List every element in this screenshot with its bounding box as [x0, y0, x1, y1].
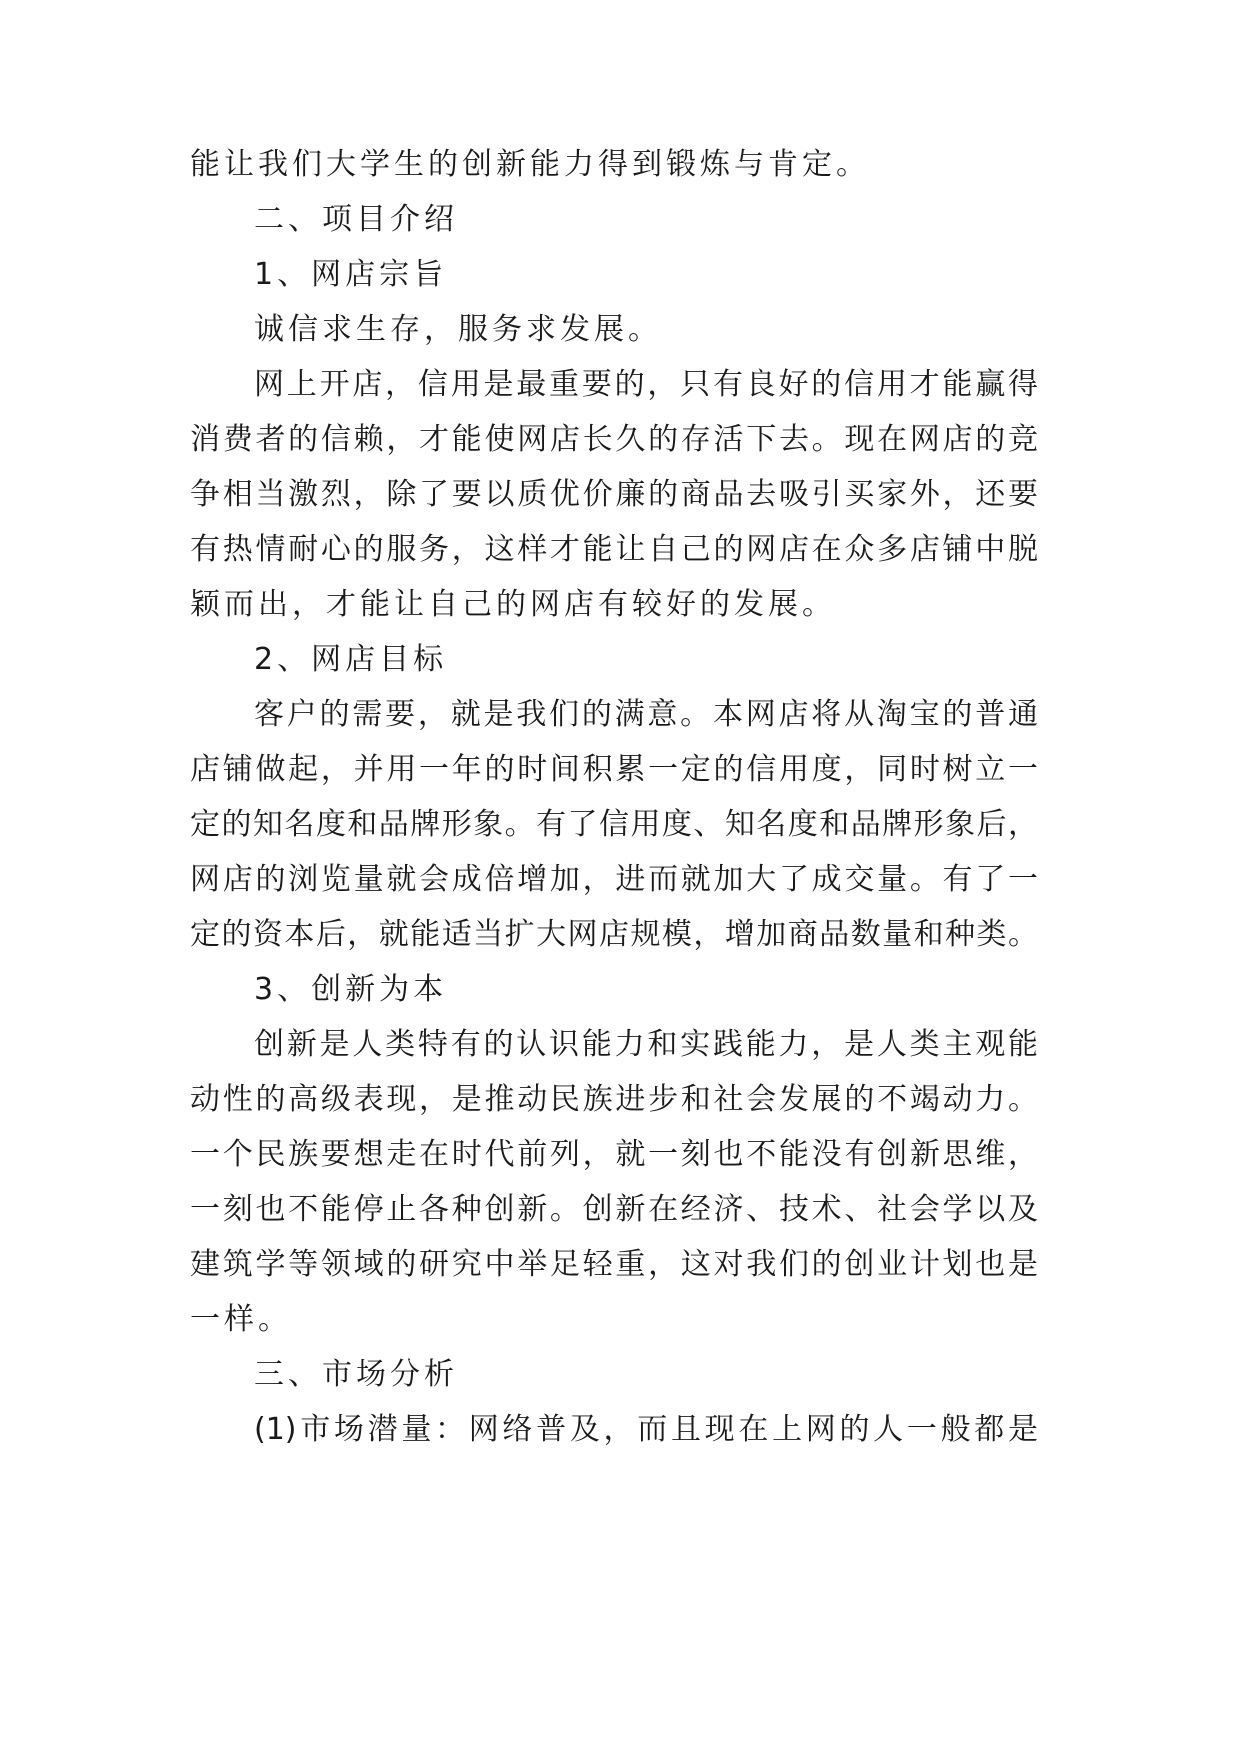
section-heading: 三、市场分析 [254, 1357, 458, 1392]
text-line: 颖而出，才能让自己的网店有较好的发展。 [190, 587, 836, 622]
text-line: 一刻也不能停止各种创新。创新在经济、技术、社会学以及 [190, 1192, 1038, 1227]
text-line: 客户的需要，就是我们的满意。本网店将从淘宝的普通 [254, 697, 1038, 732]
subsection-heading: 3、创新为本 [254, 972, 448, 1007]
text-line: 定的知名度和品牌形象。有了信用度、知名度和品牌形象后， [190, 807, 1038, 842]
text-line: 诚信求生存，服务求发展。 [254, 312, 662, 347]
text-line: (1)市场潜量：网络普及，而且现在上网的人一般都是 [254, 1412, 1038, 1447]
text-line: 网上开店，信用是最重要的，只有良好的信用才能赢得 [254, 367, 1038, 402]
text-line: 消费者的信赖，才能使网店长久的存活下去。现在网店的竞 [190, 422, 1038, 457]
text-line: 店铺做起，并用一年的时间积累一定的信用度，同时树立一 [190, 752, 1038, 787]
section-heading: 二、项目介绍 [254, 202, 458, 237]
text-line: 网店的浏览量就会成倍增加，进而就加大了成交量。有了一 [190, 862, 1038, 897]
text-line: 一个民族要想走在时代前列，就一刻也不能没有创新思维， [190, 1137, 1038, 1172]
text-line: 动性的高级表现，是推动民族进步和社会发展的不竭动力。 [190, 1082, 1038, 1117]
text-line: 有热情耐心的服务，这样才能让自己的网店在众多店铺中脱 [190, 532, 1038, 567]
text-line: 能让我们大学生的创新能力得到锻炼与肯定。 [190, 147, 870, 182]
text-line: 建筑学等领域的研究中举足轻重，这对我们的创业计划也是 [190, 1247, 1038, 1282]
text-line: 定的资本后，就能适当扩大网店规模，增加商品数量和种类。 [190, 917, 1038, 952]
subsection-heading: 1、网店宗旨 [254, 257, 448, 292]
subsection-heading: 2、网店目标 [254, 642, 448, 677]
text-line: 创新是人类特有的认识能力和实践能力，是人类主观能 [254, 1027, 1038, 1062]
text-line: 争相当激烈，除了要以质优价廉的商品去吸引买家外，还要 [190, 477, 1038, 512]
text-line: 一样。 [190, 1302, 292, 1337]
